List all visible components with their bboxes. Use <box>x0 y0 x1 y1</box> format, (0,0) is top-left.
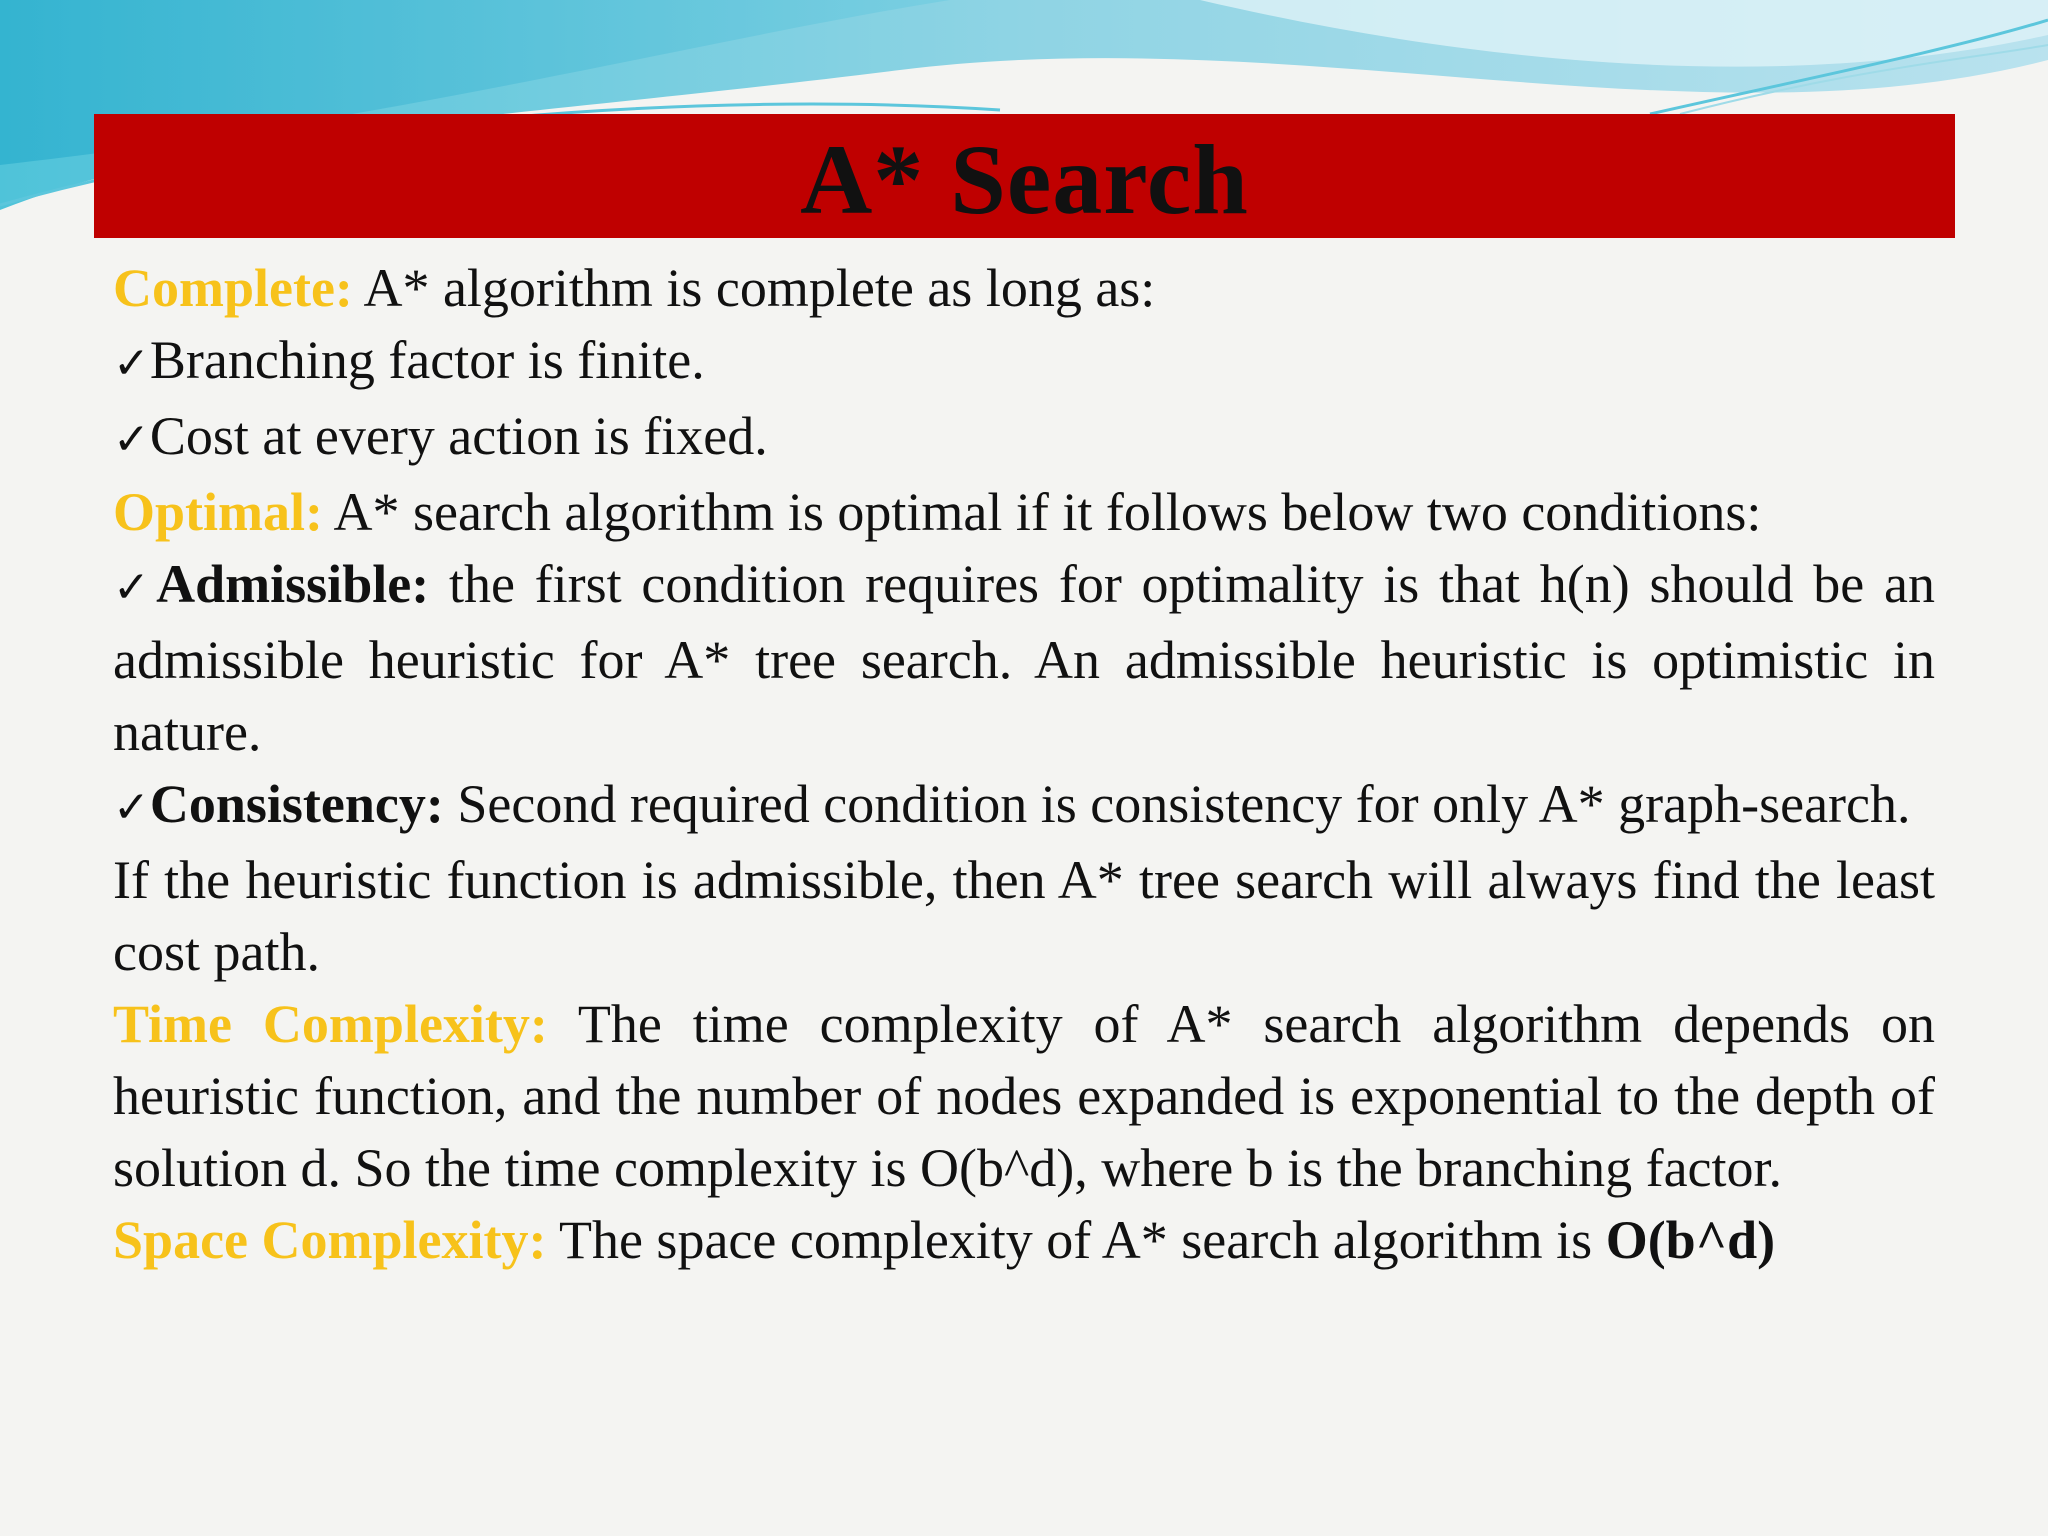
complete-paragraph <box>113 252 1935 324</box>
admissible-paragraph <box>113 548 1935 768</box>
optimal-text: A* search algorithm is optimal if it follows below two conditions: <box>323 482 1762 542</box>
space-complexity-label: Space Complexity: <box>113 1210 547 1270</box>
admissible-text: the first condition requires for optimality is that h(n) should be an admissible heuristic for A* tree search. An admissible heuristic is optimistic in nature. <box>113 554 1935 762</box>
list-item <box>113 324 1935 400</box>
space-complexity-paragraph <box>113 1204 1935 1276</box>
checkmark-icon: ✓ <box>113 414 150 465</box>
complete-item-1: Branching factor is finite. <box>149 330 705 390</box>
space-complexity-value: O(b^d) <box>1605 1210 1776 1270</box>
title-bar <box>94 114 1955 238</box>
optimal-label: Optimal: <box>113 482 323 542</box>
time-complexity-text: The time complexity of A* search algorithm depends on heuristic function, and the number of nodes expanded is exponential to the depth of solution d. So the time complexity is O(b^d), where b is the branching factor. <box>113 994 1935 1198</box>
list-item <box>113 400 1935 476</box>
admissible-label: Admissible: <box>156 554 430 614</box>
optimal-paragraph <box>113 476 1935 548</box>
consistency-label: Consistency: <box>149 774 444 834</box>
complete-label: Complete: <box>113 258 353 318</box>
complete-item-2: Cost at every action is fixed. <box>149 406 768 466</box>
slide-body <box>113 252 1935 1276</box>
slide-title: A* Search <box>800 124 1249 235</box>
consistency-text: Second required condition is consistency for only A* graph-search. <box>443 774 1911 834</box>
consistency-paragraph <box>113 768 1935 844</box>
space-complexity-text: The space complexity of A* search algorithm is <box>546 1210 1606 1270</box>
note-paragraph: If the heuristic function is admissible, then A* tree search will always find the least cost path. <box>113 850 1935 982</box>
checkmark-icon: ✓ <box>113 338 150 389</box>
checkmark-icon: ✓ <box>113 782 150 833</box>
time-complexity-paragraph <box>113 988 1935 1204</box>
complete-text: A* algorithm is complete as long as: <box>352 258 1156 318</box>
checkmark-icon: ✓ <box>113 562 157 613</box>
time-complexity-label: Time Complexity: <box>113 994 548 1054</box>
